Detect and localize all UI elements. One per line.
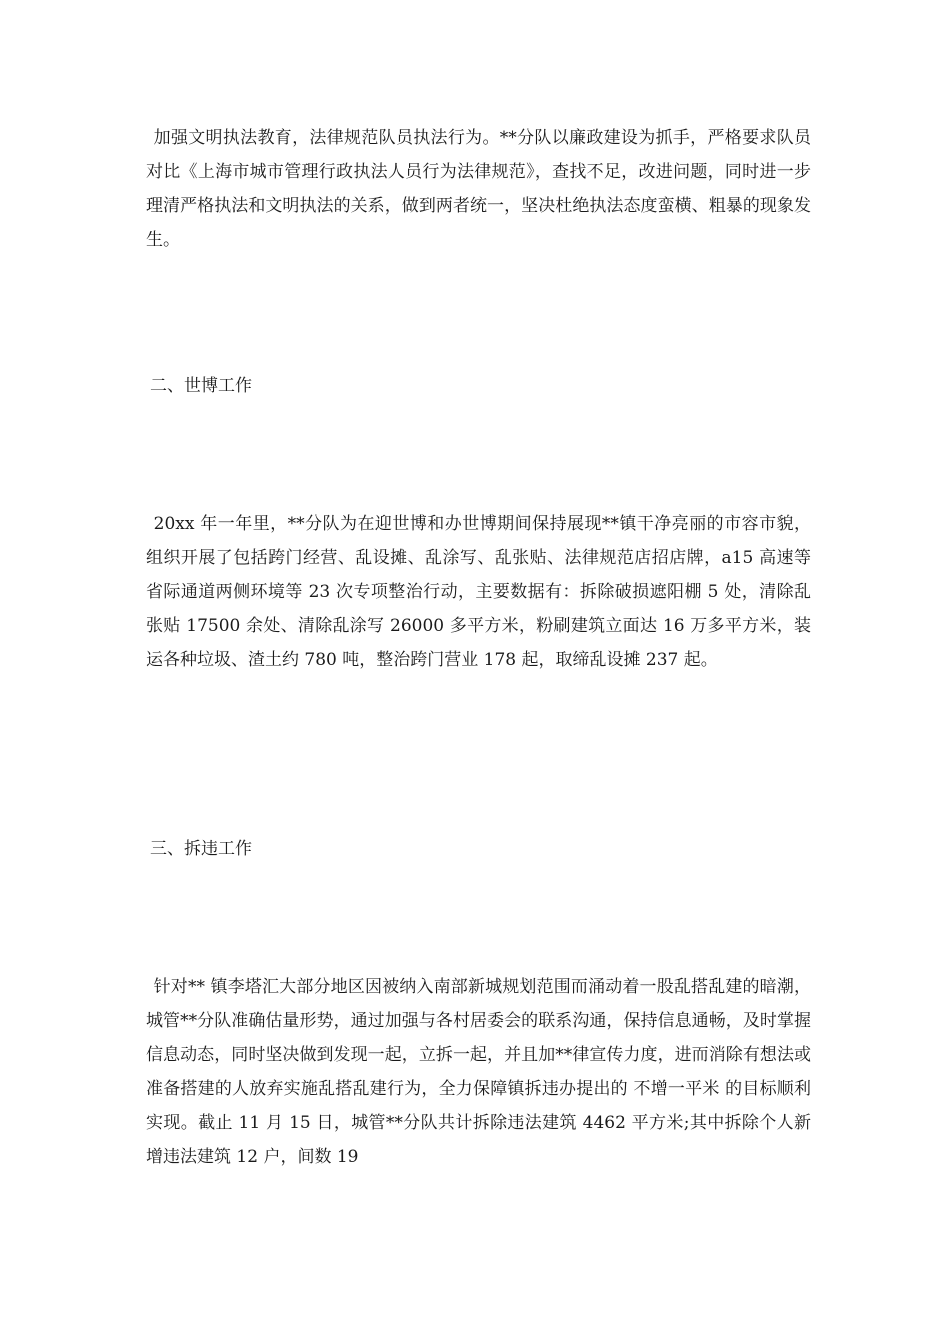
- section-heading-expo-work: 二、世博工作: [150, 376, 252, 396]
- section-heading-demolition-work: 三、拆违工作: [150, 839, 252, 859]
- paragraph-expo-work: 20xx 年一年里，**分队为在迎世博和办世博期间保持展现**镇干净亮丽的市容市貌，组织开展了包括跨门经营、乱设摊、乱涂写、乱张贴、法律规范店招店牌，a15 高速等省际通道两侧环境等 23 次专项整治行动，主要数据有：拆除破损遮阳棚 5 处，清除乱张贴 17500 余处、清除乱涂写 26000 多平方米，粉刷建筑立面达 16 万多平方米，装运各种垃圾、渣土约 780 吨，整治跨门营业 178 起，取缔乱设摊 237 起。: [146, 514, 811, 670]
- paragraph-demolition-work: 针对** 镇李塔汇大部分地区因被纳入南部新城规划范围而涌动着一股乱搭乱建的暗潮，城管**分队准确估量形势，通过加强与各村居委会的联系沟通，保持信息通畅，及时掌握信息动态，同时坚决做到发现一起，立拆一起，并且加**律宣传力度，进而消除有想法或准备搭建的人放弃实施乱搭乱建行为，全力保障镇拆违办提出的 不增一平米 的目标顺利实现。截止 11 月 15 日，城管**分队共计拆除违法建筑 4462 平方米;其中拆除个人新增违法建筑 12 户，间数 19: [146, 977, 811, 1167]
- paragraph-civilized-enforcement: 加强文明执法教育，法律规范队员执法行为。**分队以廉政建设为抓手，严格要求队员对比《上海市城市管理行政执法人员行为法律规范》，查找不足，改进问题，同时进一步理清严格执法和文明执法的关系，做到两者统一，坚决杜绝执法态度蛮横、粗暴的现象发生。: [146, 128, 811, 250]
